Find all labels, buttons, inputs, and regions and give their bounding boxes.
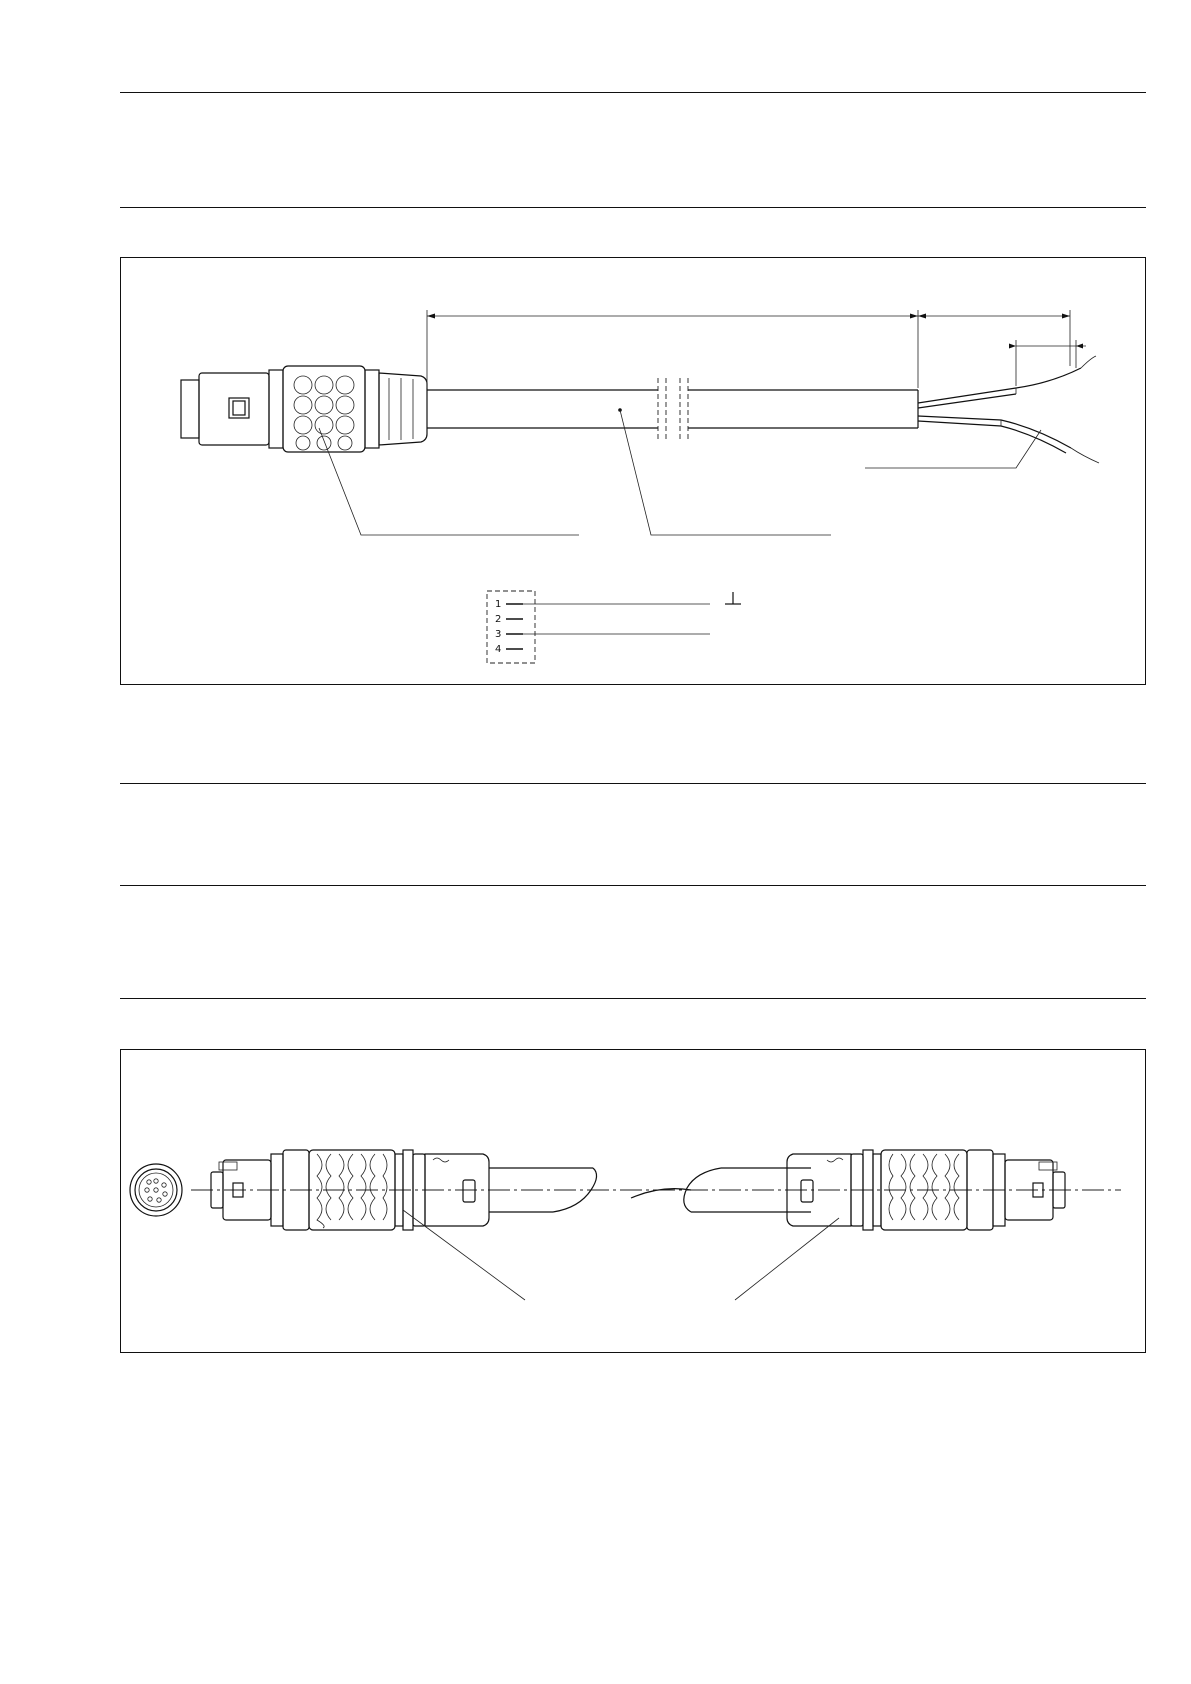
plug-nose (181, 380, 199, 438)
pin-label-4: 4 (495, 644, 502, 655)
connector-plug (181, 366, 427, 452)
leader-connector (319, 428, 579, 535)
leader-cable (620, 410, 831, 535)
cable-drawing-frame (120, 257, 1146, 685)
rear-collar (365, 370, 379, 448)
pin-label-1: 1 (495, 599, 502, 610)
leader-right-connector (735, 1218, 839, 1300)
mid-rule-2 (120, 885, 1146, 886)
pin-schematic (487, 591, 741, 663)
wire-upper (918, 368, 1081, 403)
double-ended-cable-frame (120, 1049, 1146, 1353)
plug-front-body (199, 373, 269, 445)
cable-jacket (427, 378, 918, 440)
leader-wires (865, 430, 1041, 468)
latch-window-inner (233, 401, 245, 415)
mid-rule-3 (120, 998, 1146, 999)
plug-collar (269, 370, 283, 448)
rear-nut (379, 373, 427, 445)
dimension-lines (427, 310, 1086, 388)
leader-left-connector (403, 1210, 525, 1300)
stripped-wires (918, 356, 1099, 463)
connector-face-view (130, 1164, 182, 1216)
double-ended-cable-drawing (121, 1050, 1145, 1352)
ground-symbol-icon (725, 592, 741, 604)
pin-label-3: 3 (495, 629, 502, 640)
knurl-pattern (294, 376, 354, 450)
mid-rule-1 (120, 783, 1146, 784)
top-rule-1 (120, 92, 1146, 93)
pin-label-2: 2 (495, 614, 502, 625)
cable-assembly-drawing (121, 258, 1145, 684)
top-rule-2 (120, 207, 1146, 208)
left-knurl-pattern (317, 1154, 387, 1228)
